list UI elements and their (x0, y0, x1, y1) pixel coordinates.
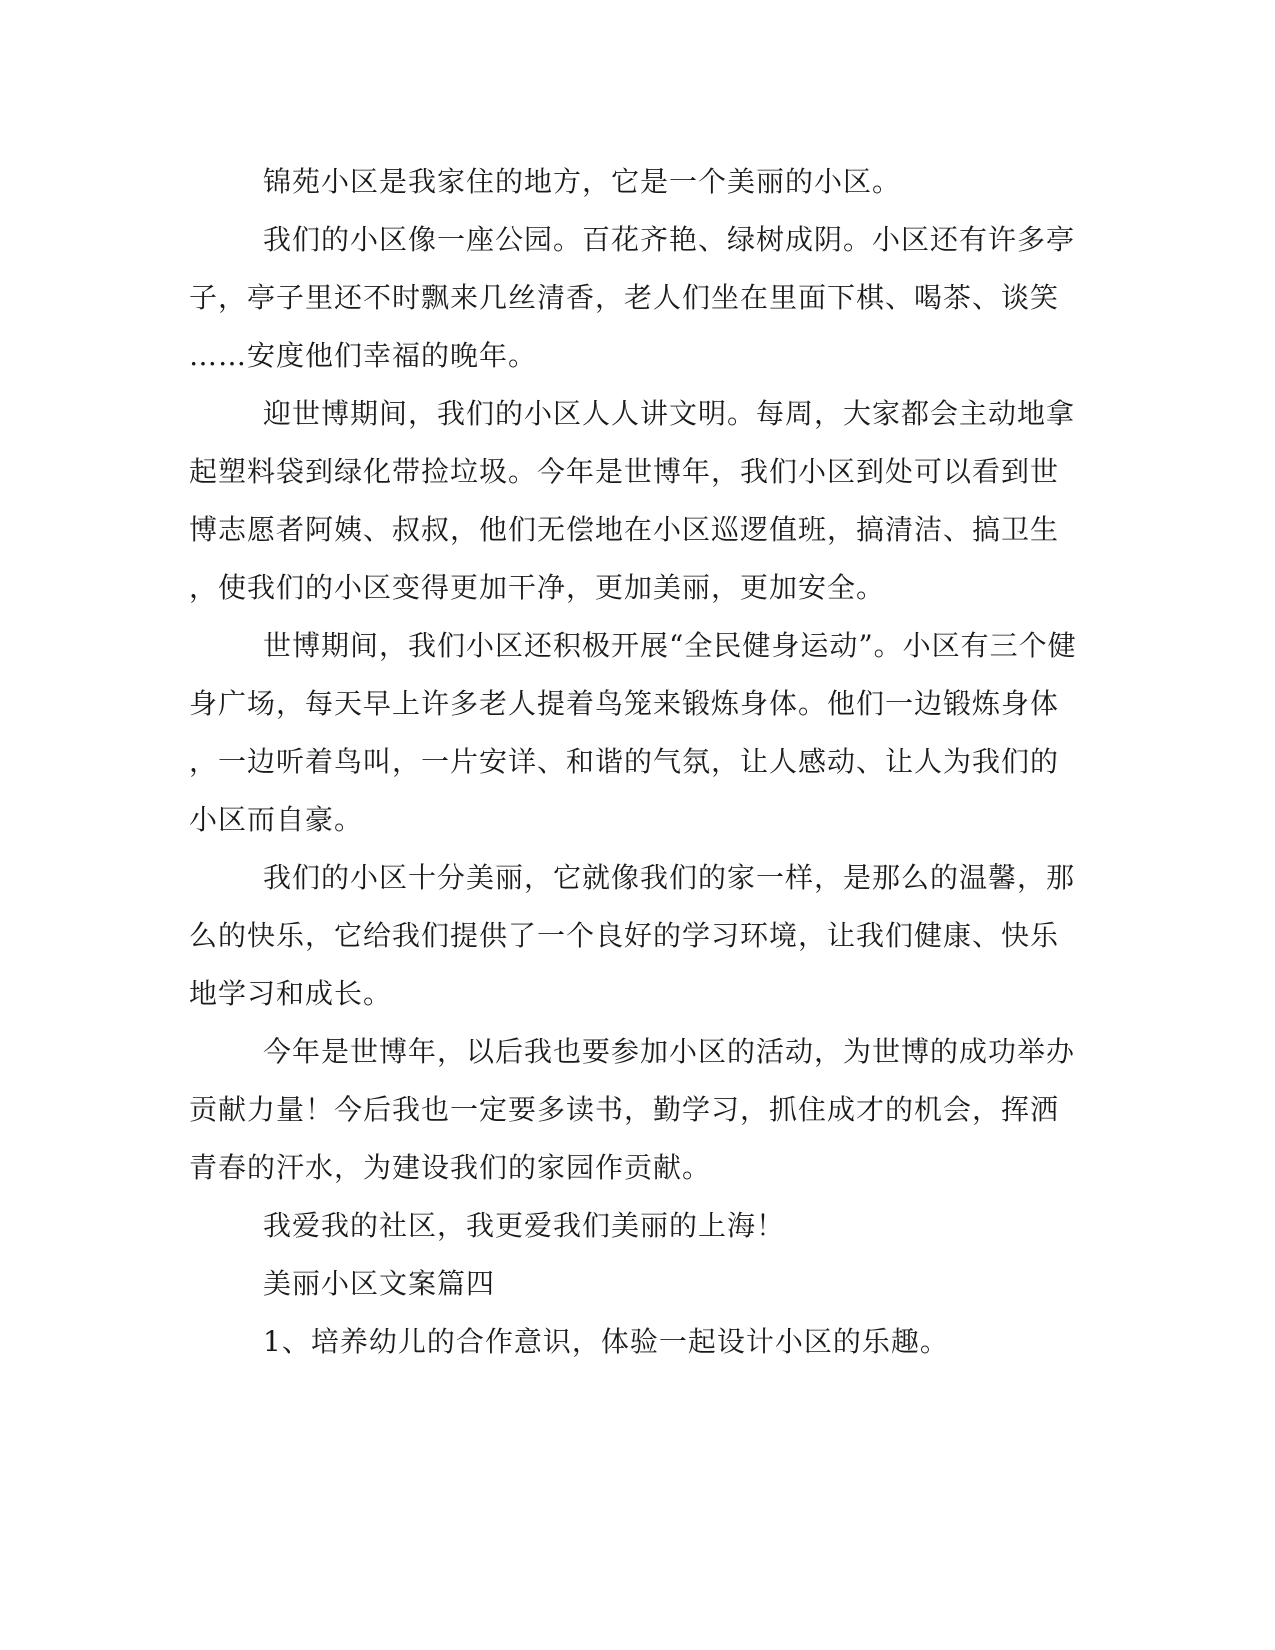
paragraph-line: 子，亭子里还不时飘来几丝清香，老人们坐在里面下棋、喝茶、谈笑 (189, 281, 1060, 314)
paragraph-line: 我们的小区十分美丽，它就像我们的家一样，是那么的温馨，那 (263, 861, 1076, 894)
paragraph-line: 青春的汗水，为建设我们的家园作贡献。 (189, 1151, 712, 1184)
paragraph-line: 迎世博期间，我们的小区人人讲文明。每周，大家都会主动地拿 (263, 397, 1076, 430)
paragraph-line: 么的快乐，它给我们提供了一个良好的学习环境，让我们健康、快乐 (189, 919, 1060, 952)
list-item: 1、培养幼儿的合作意识，体验一起设计小区的乐趣。 (263, 1325, 949, 1358)
paragraph-line: 我们的小区像一座公园。百花齐艳、绿树成阴。小区还有许多亭 (263, 223, 1076, 256)
paragraph-line: 锦苑小区是我家住的地方，它是一个美丽的小区。 (263, 165, 902, 198)
paragraph-line: 博志愿者阿姨、叔叔，他们无偿地在小区巡逻值班，搞清洁、搞卫生 (189, 513, 1060, 546)
paragraph-line: ，一边听着鸟叫，一片安详、和谐的气氛，让人感动、让人为我们的 (189, 745, 1060, 778)
paragraph-line: 贡献力量！今后我也一定要多读书，勤学习，抓住成才的机会，挥洒 (189, 1093, 1060, 1126)
paragraph-line: 地学习和成长。 (189, 977, 393, 1010)
section-heading: 美丽小区文案篇四 (263, 1267, 496, 1300)
paragraph-line: 起塑料袋到绿化带捡垃圾。今年是世博年，我们小区到处可以看到世 (189, 455, 1060, 488)
paragraph-line: 小区而自豪。 (189, 803, 364, 836)
paragraph-line: ……安度他们幸福的晚年。 (189, 339, 538, 372)
paragraph-line: ，使我们的小区变得更加干净，更加美丽，更加安全。 (189, 571, 886, 604)
paragraph-line: 身广场，每天早上许多老人提着鸟笼来锻炼身体。他们一边锻炼身体 (189, 687, 1060, 720)
paragraph-line: 今年是世博年，以后我也要参加小区的活动，为世博的成功举办 (263, 1035, 1076, 1068)
paragraph-line: 世博期间，我们小区还积极开展“全民健身运动”。小区有三个健 (263, 629, 1077, 662)
paragraph-line: 我爱我的社区，我更爱我们美丽的上海！ (263, 1209, 786, 1242)
